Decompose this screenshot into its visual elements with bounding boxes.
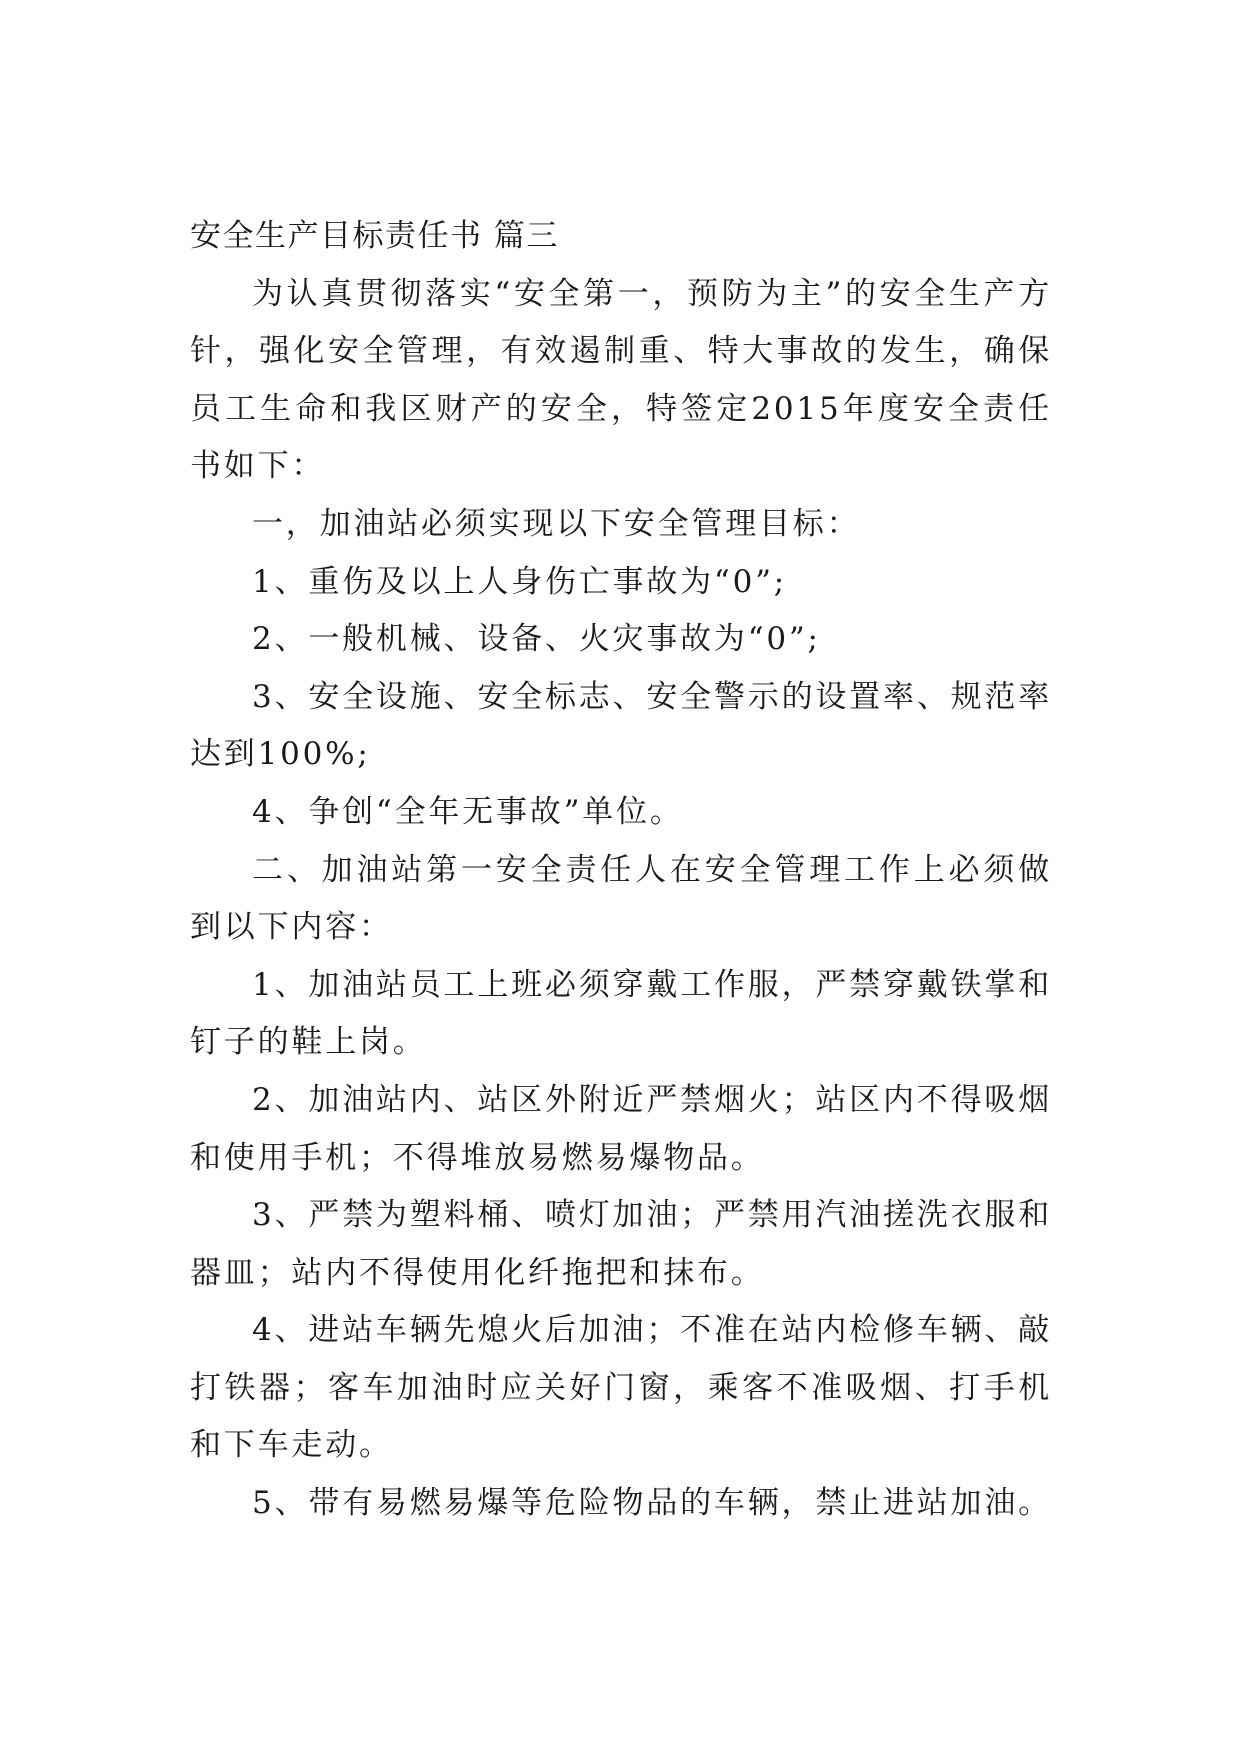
- goal-item-2: 2、一般机械、设备、火灾事故为“0”;: [252, 621, 821, 658]
- goal-item-3: 3、安全设施、安全标志、安全警示的设置率、规范率达到100%;: [190, 678, 1052, 773]
- goal-item-1: 1、重伤及以上人身伤亡事故为“0”;: [252, 563, 787, 600]
- goal-item-4: 4、争创“全年无事故”单位。: [252, 793, 684, 830]
- intro-paragraph: 为认真贯彻落实“安全第一，预防为主”的安全生产方针，强化安全管理，有效遏制重、特大事故的发生，确保员工生命和我区财产的安全，特签定2015年度安全责任书如下：: [190, 275, 1052, 485]
- rule-item-3: 3、严禁为塑料桶、喷灯加油；严禁用汽油搓洗衣服和器皿；站内不得使用化纤拖把和抹布。: [190, 1197, 1052, 1291]
- rule-item-2: 2、加油站内、站区外附近严禁烟火；站区内不得吸烟和使用手机；不得堆放易燃易爆物品。: [190, 1081, 1052, 1176]
- document-title: 安全生产目标责任书 篇三: [190, 218, 559, 254]
- document-body: [190, 208, 1052, 1533]
- rule-item-1: 1、加油站员工上班必须穿戴工作服，严禁穿戴铁掌和钉子的鞋上岗。: [190, 966, 1052, 1061]
- section-one-heading: 一，加油站必须实现以下安全管理目标：: [252, 505, 861, 542]
- rule-item-4: 4、进站车辆先熄火后加油；不准在站内检修车辆、敲打铁器；客车加油时应关好门窗，乘客不准吸烟、打手机和下车走动。: [190, 1312, 1052, 1464]
- rule-item-5: 5、带有易燃易爆等危险物品的车辆，禁止进站加油。: [252, 1485, 1052, 1522]
- section-two-heading: 二、加油站第一安全责任人在安全管理工作上必须做到以下内容：: [190, 851, 1052, 946]
